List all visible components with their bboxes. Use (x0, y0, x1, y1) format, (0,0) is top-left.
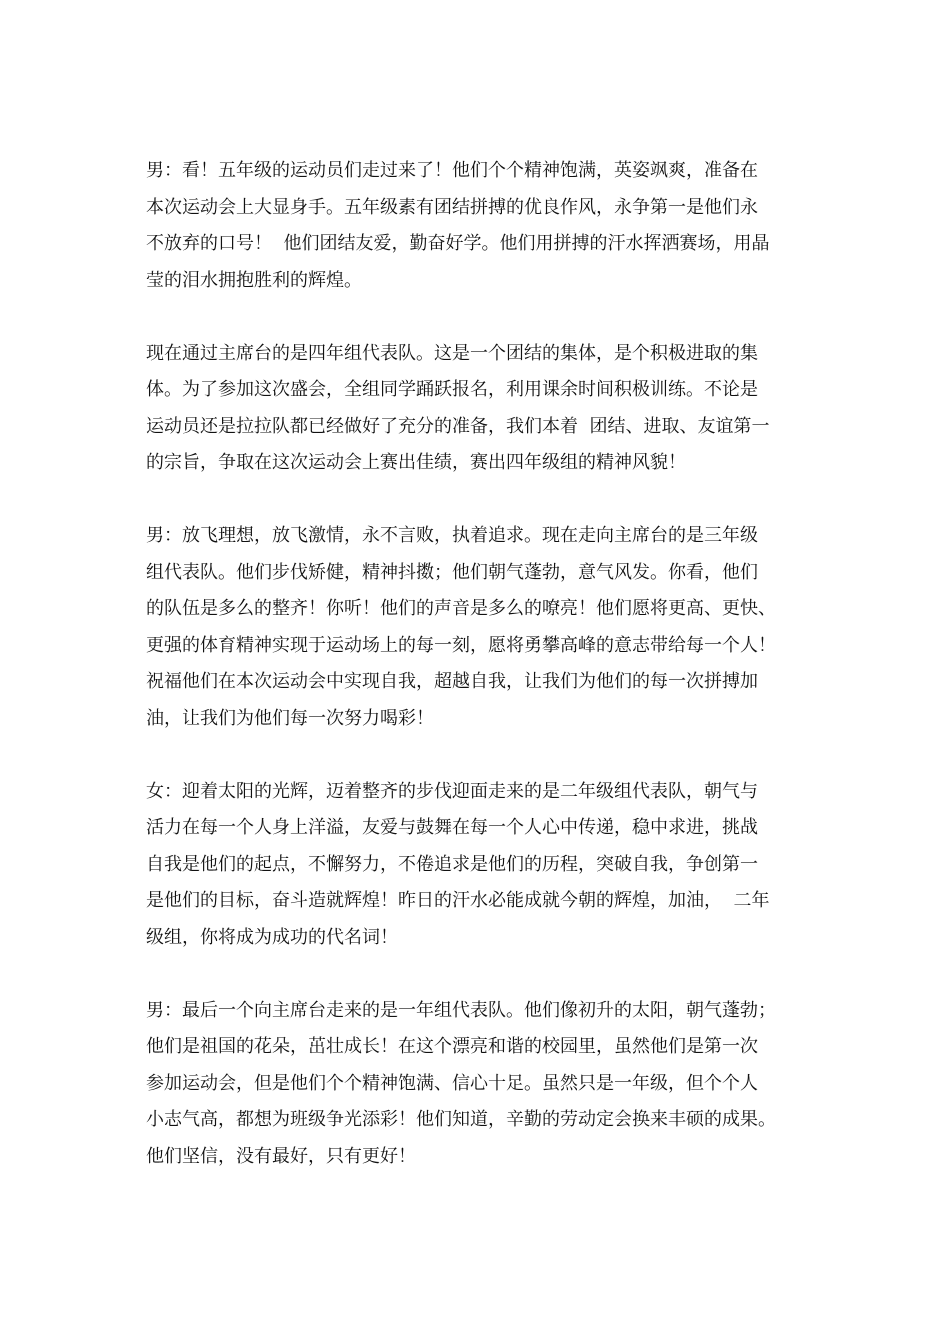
paragraph-grade3 (146, 518, 810, 737)
paragraph-gap (146, 956, 810, 993)
text-line: 现在通过主席台的是四年组代表队。这是一个团结的集体，是个积极进取的集 (146, 342, 758, 364)
text-line: 小志气高，都想为班级争光添彩！他们知道，辛勤的劳动定会换来丰硕的成果。 (146, 1109, 776, 1130)
text-line: 的队伍是多么的整齐！你听！他们的声音是多么的嘹亮！他们愿将更高、更快、 (146, 598, 776, 619)
paragraph-grade5 (146, 153, 810, 299)
paragraph-grade4 (146, 336, 810, 482)
paragraph-grade1 (146, 993, 810, 1176)
paragraph-gap (146, 482, 810, 519)
paragraph-gap (146, 737, 810, 774)
text-line: 本次运动会上大显身手。五年级素有团结拼搏的优良作风，永争第一是他们永 (146, 196, 758, 218)
text-line: 他们坚信，没有最好，只有更好！ (146, 1145, 416, 1167)
text-line: 是他们的目标，奋斗造就辉煌！昨日的汗水必能成就今朝的辉煌，加油， 二年 (146, 890, 770, 911)
text-line: 不放弃的口号！ 他们团结友爱，勤奋好学。他们用拼搏的汗水挥洒赛场，用晶 (146, 233, 770, 254)
text-line: 的宗旨，争取在这次运动会上赛出佳绩，赛出四年级组的精神风貌！ (146, 452, 686, 473)
text-line: 运动员还是拉拉队都已经做好了充分的准备，我们本着 团结、进取、友谊第一 (146, 415, 770, 437)
text-line: 自我是他们的起点，不懈努力，不倦追求是他们的历程，突破自我，争创第一 (146, 853, 758, 875)
text-line: 体。为了参加这次盛会，全组同学踊跃报名，利用课余时间积极训练。不论是 (146, 379, 758, 400)
text-line: 组代表队。他们步伐矫健，精神抖擞；他们朝气蓬勃，意气风发。你看，他们 (146, 561, 758, 583)
text-line: 莹的泪水拥抱胜利的辉煌。 (146, 269, 362, 291)
text-line: 他们是祖国的花朵，茁壮成长！在这个漂亮和谐的校园里，虽然他们是第一次 (146, 1036, 758, 1057)
text-line: 级组，你将成为成功的代名词！ (146, 926, 398, 948)
text-line: 女：迎着太阳的光辉，迈着整齐的步伐迎面走来的是二年级组代表队，朝气与 (146, 780, 758, 802)
text-line: 男：最后一个向主席台走来的是一年组代表队。他们像初升的太阳，朝气蓬勃； (146, 999, 776, 1021)
text-line: 男：看！五年级的运动员们走过来了！他们个个精神饱满，英姿飒爽，准备在 (146, 160, 758, 181)
document-body (146, 153, 810, 1175)
text-line: 活力在每一个人身上洋溢，友爱与鼓舞在每一个人心中传递，稳中求进，挑战 (146, 817, 758, 838)
text-line: 男：放飞理想，放飞激情，永不言败，执着追求。现在走向主席台的是三年级 (146, 525, 758, 546)
text-line: 祝福他们在本次运动会中实现自我，超越自我，让我们为他们的每一次拼搏加 (146, 671, 758, 692)
paragraph-gap (146, 299, 810, 336)
text-line: 更强的体育精神实现于运动场上的每一刻，愿将勇攀高峰的意志带给每一个人！ (146, 634, 776, 656)
text-line: 参加运动会，但是他们个个精神饱满、信心十足。虽然只是一年级，但个个人 (146, 1072, 758, 1094)
text-line: 油，让我们为他们每一次努力喝彩！ (146, 707, 434, 729)
paragraph-grade2 (146, 774, 810, 957)
